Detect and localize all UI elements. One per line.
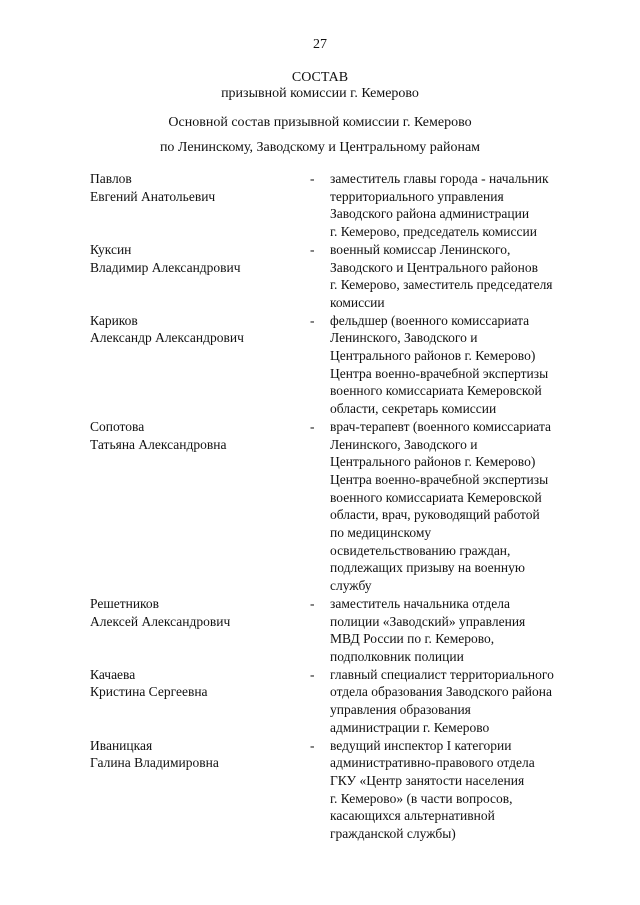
member-role: военный комиссар Ленинского, Заводского и Центрального районов г. Кемерово, заместитель председателя комиссии	[330, 241, 553, 310]
member-name	[90, 737, 310, 843]
member-name	[90, 666, 310, 737]
member-entry	[90, 737, 590, 843]
member-entry	[90, 241, 590, 312]
member-entry	[90, 170, 590, 241]
member-separator: -	[310, 666, 315, 682]
member-surname: Качаева	[90, 666, 136, 682]
document-title: СОСТАВ	[291, 70, 349, 85]
member-role: заместитель главы города - начальник территориального управления Заводского района администрации г. Кемерово, председатель комиссии	[330, 171, 549, 240]
member-surname: Сопотова	[90, 418, 145, 434]
member-separator: -	[310, 595, 315, 611]
member-surname: Иваницкая	[90, 737, 153, 753]
member-surname: Куксин	[90, 241, 132, 257]
member-role: фельдшер (военного комиссариата Ленинского, Заводского и Центрального районов г. Кемерово) Центра военно-врачебной экспертизы военного комиссариата Кемеровской области, секретарь комиссии	[330, 312, 549, 417]
member-name	[90, 418, 310, 595]
member-entry	[90, 312, 590, 418]
member-given-name: Евгений Анатольевич	[90, 188, 216, 204]
member-list	[90, 170, 590, 843]
districts-heading: по Ленинскому, Заводскому и Центральному районам	[159, 140, 481, 155]
page-number: 27	[313, 37, 327, 52]
section-heading: Основной состав призывной комиссии г. Кемерово	[168, 115, 472, 130]
member-role: заместитель начальника отдела полиции «Заводский» управления МВД России по г. Кемерово, подполковник полиции	[330, 595, 526, 664]
member-given-name: Алексей Александрович	[90, 613, 231, 629]
member-name	[90, 595, 310, 666]
member-surname: Кариков	[90, 312, 138, 328]
member-separator: -	[310, 418, 315, 434]
member-name	[90, 241, 310, 312]
member-separator: -	[310, 312, 315, 328]
member-entry	[90, 666, 590, 737]
member-separator: -	[310, 171, 315, 186]
member-given-name: Кристина Сергеевна	[90, 684, 208, 700]
member-role: главный специалист территориального отдела образования Заводского района управления образования администрации г. Кемерово	[330, 666, 554, 735]
member-name	[90, 312, 310, 418]
member-role: ведущий инспектор I категории административно-правового отдела ГКУ «Центр занятости населения г. Кемерово» (в части вопросов, касающихся альтернативной гражданской службы)	[330, 737, 535, 842]
member-given-name: Владимир Александрович	[90, 259, 241, 275]
member-surname: Решетников	[90, 595, 160, 611]
member-surname: Павлов	[90, 171, 132, 186]
document-subtitle: призывной комиссии г. Кемерово	[221, 86, 419, 101]
member-entry	[90, 595, 590, 666]
member-role: врач-терапевт (военного комиссариата Ленинского, Заводского и Центрального районов г. Кемерово) Центра военно-врачебной экспертизы военного комиссариата Кемеровской области, врач, руководящий работой по медицинскому освидетельствованию граждан, подлежащих призыву на военную службу	[330, 418, 552, 594]
member-given-name: Александр Александрович	[90, 330, 244, 346]
member-separator: -	[310, 241, 315, 257]
member-name	[90, 170, 310, 241]
member-entry	[90, 418, 590, 595]
member-separator: -	[310, 737, 315, 753]
member-given-name: Татьяна Александровна	[90, 436, 227, 452]
member-given-name: Галина Владимировна	[90, 755, 219, 771]
